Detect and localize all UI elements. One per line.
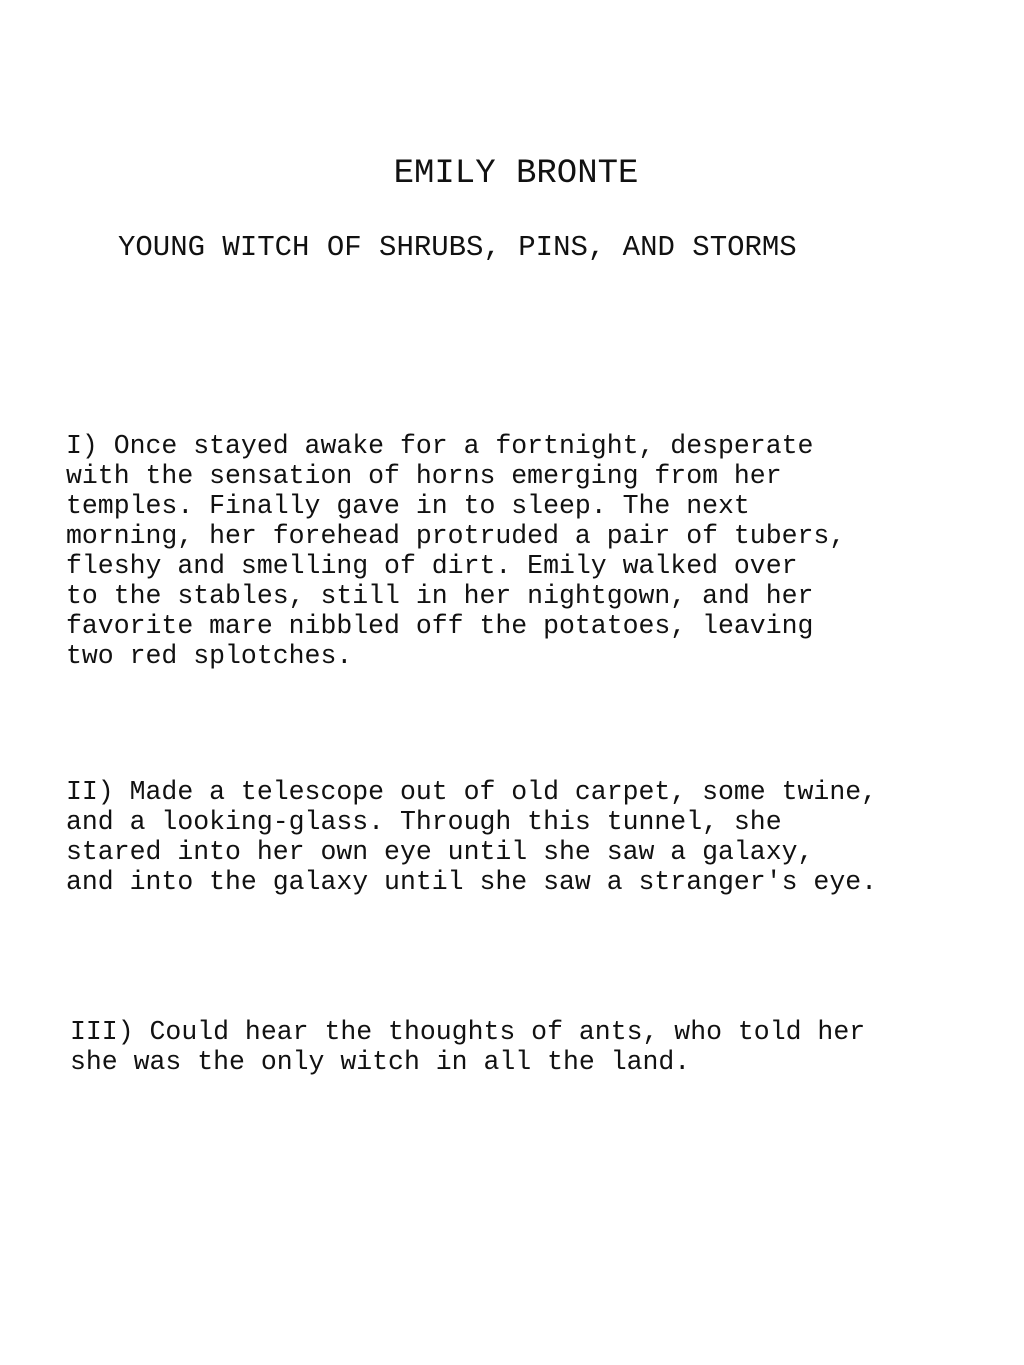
page-subtitle: YOUNG WITCH OF SHRUBS, PINS, AND STORMS xyxy=(118,231,797,264)
section-line: fleshy and smelling of dirt. Emily walked over xyxy=(66,551,798,581)
section-line: favorite mare nibbled off the potatoes, leaving xyxy=(66,611,814,641)
section-i xyxy=(66,431,1006,671)
section-line: she was the only witch in all the land. xyxy=(70,1047,691,1077)
section-line: morning, her forehead protruded a pair of tubers, xyxy=(66,521,846,551)
section-line: temples. Finally gave in to sleep. The next xyxy=(66,491,750,521)
section-line: III) Could hear the thoughts of ants, who told her xyxy=(70,1017,866,1047)
section-line: and into the galaxy until she saw a stranger's eye. xyxy=(66,867,878,897)
section-iii xyxy=(70,1017,1010,1077)
section-line: with the sensation of horns emerging from her xyxy=(66,461,782,491)
section-line: stared into her own eye until she saw a galaxy, xyxy=(66,837,814,867)
section-line: to the stables, still in her nightgown, and her xyxy=(66,581,814,611)
section-line: and a looking-glass. Through this tunnel, she xyxy=(66,807,782,837)
section-ii xyxy=(66,777,1006,897)
section-line: II) Made a telescope out of old carpet, some twine, xyxy=(66,777,878,807)
section-line: two red splotches. xyxy=(66,641,353,671)
section-line: I) Once stayed awake for a fortnight, desperate xyxy=(66,431,814,461)
page-title: EMILY BRONTE xyxy=(393,155,639,193)
